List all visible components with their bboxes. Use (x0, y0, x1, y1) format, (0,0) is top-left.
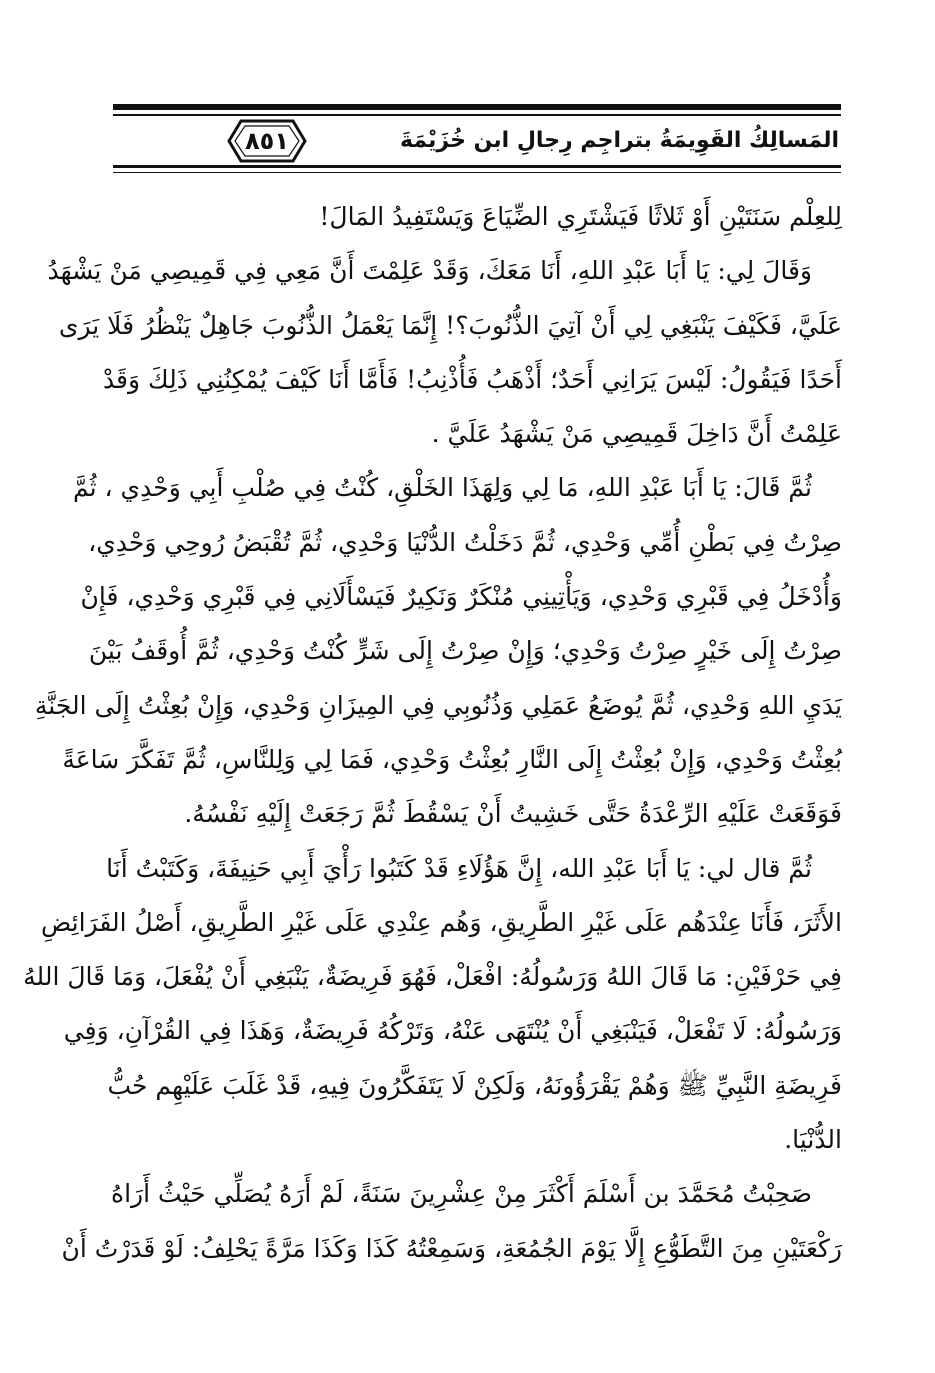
text-line: رَكْعَتَيْنِ مِنَ التَّطَوُّعِ إِلَّا يَوْمَ الجُمُعَةِ، وَسَمِعْتُهُ كَذَا وَكَذَا مَرَّةً يَحْلِفُ: لَوْ قَدَرْتُ أَنْ (61, 1233, 842, 1263)
text-line: فَرِيضَةِ النَّبِيِّ ﷺ وَهُمْ يَقْرَؤُونَهُ، وَلَكِنْ لَا يَتَفَكَّرُونَ فِيهِ، قَدْ غَلَبَ عَلَيْهِم حُبُّ (107, 1070, 842, 1100)
text-line: عَلَيَّ، فَكَيْفَ يَنْبَغِي لِي أَنْ آتِيَ الذُّنُوبَ؟! إِنَّمَا يَعْمَلُ الذُّنُوبَ جَاهِلٌ يَنْظُرُ فَلَا يَرَى (58, 310, 842, 340)
text-line: عَلِمْتُ أَنَّ دَاخِلَ قَمِيصِي مَنْ يَشْهَدُ عَلَيَّ . (431, 419, 842, 449)
page-number-ornament (227, 118, 307, 164)
text-line: الأَثَرَ، فَأَنَا عِنْدَهُم عَلَى غَيْرِ الطَّرِيقِ، وَهُم عِنْدِي عَلَى غَيْرِ الطَّرِيقِ، أَصْلُ الفَرَائِضِ (41, 907, 842, 937)
text-line: ثُمَّ قَالَ: يَا أَبَا عَبْدِ اللهِ، مَا لِي وَلِهَذَا الخَلْقِ، كُنْتُ فِي صُلْبِ أَبِي وَحْدِي ، ثُمَّ (73, 473, 812, 503)
text-line: وَقَالَ لِي: يَا أَبَا عَبْدِ اللهِ، أَنَا مَعَكَ، وَقَدْ عَلِمْتَ أَنَّ مَعِي فِي قَمِيصِي مَنْ يَشْهَدُ (47, 256, 812, 286)
text-line: الدُّنْيَا. (784, 1125, 842, 1155)
body-text (23, 190, 842, 1276)
text-line: ثُمَّ قال لي: يَا أَبَا عَبْدِ الله، إِنَّ هَؤُلَاءِ قَدْ كَتَبُوا رَأْيَ أَبِي حَنِيفَةَ، وَكَتَبْتُ أَنَا (106, 853, 812, 883)
header-rule-thick (113, 104, 841, 110)
text-line: وَأُدْخَلُ فِي قَبْرِي وَحْدِي، وَيَأْتِينِي مُنْكَرٌ وَنَكِيرٌ فَيَسْأَلَانِي فِي قَبْرِي وَحْدِي، فَإِنْ (80, 582, 842, 612)
header-rule-bottom (113, 165, 841, 168)
text-line: صَحِبْتُ مُحَمَّدَ بن أَسْلَمَ أَكْثَرَ مِنْ عِشْرِينَ سَنَةً، لَمْ أَرَهُ يُصَلِّي حَيْثُ أَرَاهُ (110, 1179, 812, 1209)
text-line: صِرْتُ فِي بَطْنِ أُمِّي وَحْدِي، ثُمَّ دَخَلْتُ الدُّنْيَا وَحْدِي، ثُمَّ تُقْبَضُ رُوحِي وَحْدِي، (88, 527, 842, 557)
text-line: فِي حَرْفَيْنِ: مَا قَالَ اللهُ وَرَسُولُهُ: افْعَلْ، فَهُوَ فَرِيضَةٌ، يَنْبَغِي أَنْ يُفْعَلَ، وَمَا قَالَ اللهُ (23, 962, 842, 992)
text-line: أَحَدًا فَيَقُولُ: لَيْسَ يَرَانِي أَحَدٌ؛ أَذْهَبُ فَأُذْنِبُ! فَأَمَّا أَنَا كَيْفَ يُمْكِنُنِي ذَلِكَ وَقَدْ (102, 364, 842, 394)
text-line: بُعِثْتُ وَحْدِي، وَإِنْ بُعِثْتُ إِلَى النَّارِ بُعِثْتُ وَحْدِي، فَمَا لِي وَلِلنَّاسِ، ثُمَّ تَفَكَّرَ سَاعَةً (62, 744, 842, 774)
text-line: فَوَقَعَتْ عَلَيْهِ الرِّعْدَةُ حَتَّى خَشِيتُ أَنْ يَسْقُطَ ثُمَّ رَجَعَتْ إِلَيْهِ نَفْسُهُ. (184, 799, 842, 829)
text-line: وَرَسُولُهُ: لَا تَفْعَلْ، فَيَنْبَغِي أَنْ يُنْتَهَى عَنْهُ، وَتَرْكُهُ فَرِيضَةٌ، وَهَذَا فِي القُرْآنِ، وَفِي (63, 1016, 842, 1046)
page-number: ٨٥١ (245, 127, 289, 155)
running-title: المَسالِكُ القَوِيمَةُ بتراجِم رِجالِ ابن خُزَيْمَةَ (400, 128, 839, 153)
header-rule-bottom-thin (113, 172, 841, 173)
text-line: يَدَيِ اللهِ وَحْدِي، ثُمَّ يُوضَعُ عَمَلِي وَذُنُوبِي فِي المِيزَانِ وَحْدِي، وَإِنْ بُعِثْتُ إِلَى الجَنَّةِ (34, 690, 842, 720)
header-rule-thin (113, 114, 841, 116)
text-line: لِلعِلْم سَنَتَيْنِ أَوْ ثَلاثًا فَيَشْتَرِي الضِّيَاعَ وَيَسْتَفِيدُ المَالَ! (319, 202, 842, 231)
text-line: صِرْتُ إِلَى خَيْرٍ صِرْتُ وَحْدِي؛ وَإِنْ صِرْتُ إِلَى شَرٍّ كُنْتُ وَحْدِي، ثُمَّ أُوقَفُ بَيْنَ (88, 636, 842, 666)
